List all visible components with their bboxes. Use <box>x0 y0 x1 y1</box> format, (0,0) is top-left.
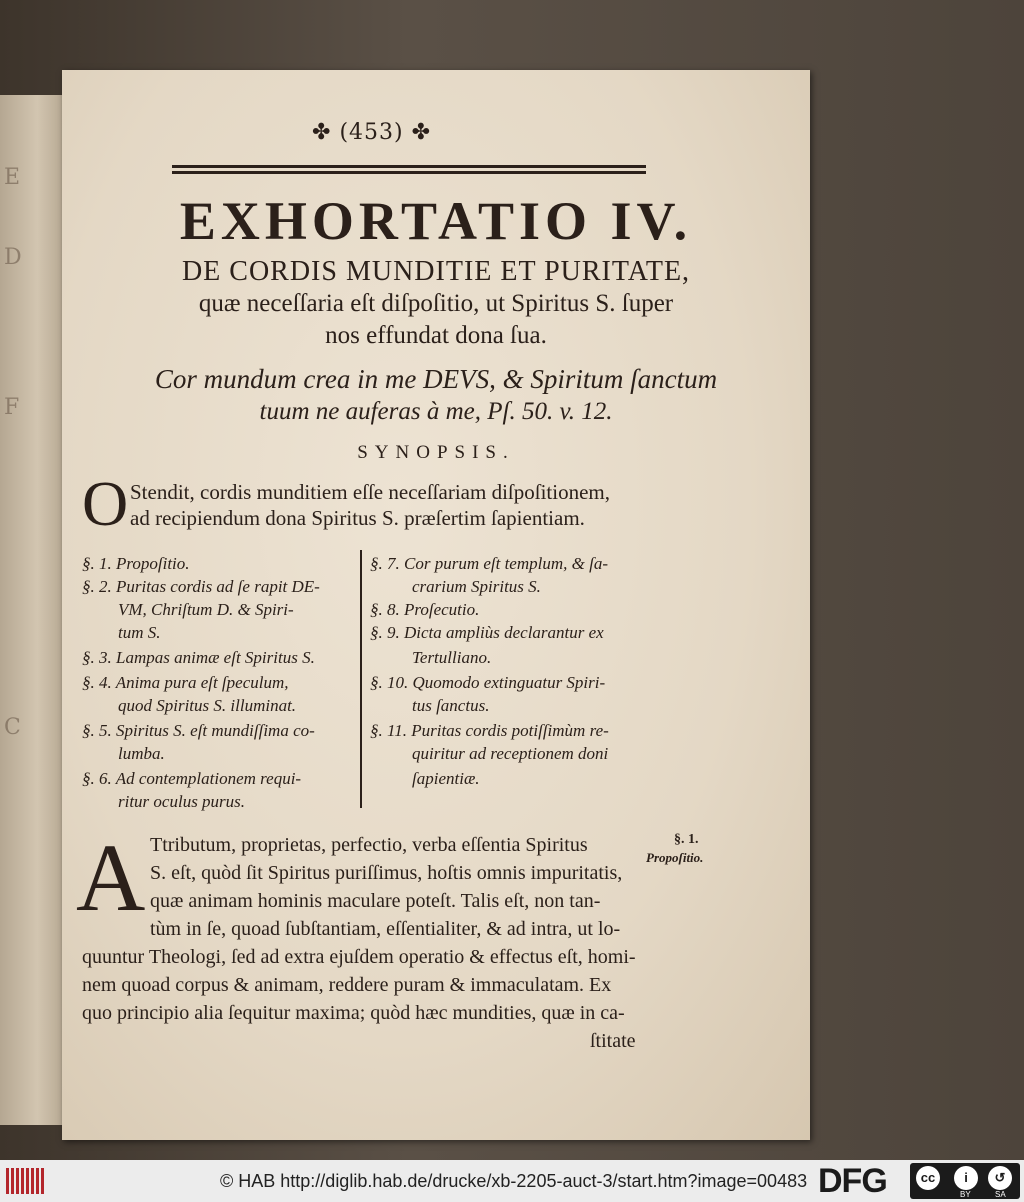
body-line: Ttributum, proprietas, perfectio, verba eſſentia Spiritus <box>150 834 588 856</box>
toc-entry: §. 2. Puritas cordis ad ſe rapit DE- <box>82 577 320 596</box>
toc-entry: tum S. <box>118 623 161 642</box>
toc-entry: §. 8. Proſecutio. <box>370 600 480 619</box>
book-page <box>62 70 810 1140</box>
header-rule-bottom <box>172 171 646 174</box>
sa-label: SA <box>995 1190 1006 1199</box>
subtitle-line: quæ neceſſaria eſt diſpoſitio, ut Spiritus S. ſuper <box>198 290 674 317</box>
toc-entry: quod Spiritus S. illuminat. <box>118 696 297 715</box>
toc-entry: §. 6. Ad contemplationem requi- <box>82 769 302 788</box>
toc-entry: §. 3. Lampas animæ eſt Spiritus S. <box>82 648 315 667</box>
toc-entry: §. 11. Puritas cordis potiſſimùm re- <box>370 721 609 740</box>
toc-entry: VM, Chriſtum D. & Spiri- <box>118 600 294 619</box>
viewer-footer <box>0 1160 1024 1202</box>
page-number: (453) <box>339 120 404 145</box>
toc-entry: §. 4. Anima pura eſt ſpeculum, <box>82 673 289 692</box>
toc-entry: §. 10. Quomodo extinguatur Spiri- <box>370 673 606 692</box>
cc-license-badge[interactable] <box>910 1163 1020 1199</box>
body-line: tùm in ſe, quoad ſubſtantiam, eſſentialiter, & ad intra, ut lo- <box>150 918 621 940</box>
margin-note-number: §. 1. <box>674 832 699 847</box>
body-line: nem quoad corpus & animam, reddere puram & immaculatam. Ex <box>82 974 612 996</box>
margin-note-label: Propoſitio. <box>646 850 704 865</box>
toc-entry: Tertulliano. <box>412 648 492 667</box>
ornament-left-icon: ✤ <box>312 120 332 145</box>
body-line: quuntur Theologi, ſed ad extra ejuſdem operatio & effectus eſt, homi- <box>82 946 636 968</box>
ornament-right-icon: ✤ <box>411 120 432 145</box>
page-number-header <box>312 120 431 145</box>
hab-barcode-icon <box>6 1168 44 1194</box>
motto-line: Cor mundum crea in me DEVS, & Spiritum ſanctum <box>154 364 718 394</box>
synopsis-line: Stendit, cordis munditiem eſſe neceſſariam diſpoſitionem, <box>130 480 610 504</box>
by-label: BY <box>960 1190 971 1199</box>
toc-entry: §. 1. Propoſitio. <box>82 554 190 573</box>
motto-line: tuum ne auferas à me, Pſ. 50. v. 12. <box>259 398 613 425</box>
body-drop-cap: A <box>76 824 146 931</box>
body-line: quo principio alia ſequitur maxima; quòd hæc mundities, quæ in ca- <box>82 1002 625 1024</box>
dfg-logo: DFG <box>818 1162 887 1200</box>
toc-entry: §. 7. Cor purum eſt templum, & ſa- <box>370 554 608 573</box>
body-line: quæ animam hominis maculare poteſt. Talis eſt, non tan- <box>150 890 601 912</box>
header-rule-top <box>172 165 646 168</box>
cc-icon: cc <box>916 1166 940 1190</box>
toc-entry: quiritur ad receptionem doni <box>412 744 609 763</box>
citation-link[interactable]: © HAB http://diglib.hab.de/drucke/xb-2205-auct-3/start.htm?image=00483 <box>220 1171 808 1191</box>
toc-column-divider <box>360 550 362 808</box>
toc-entry: tus ſanctus. <box>412 696 490 715</box>
previous-page-edge: E D F C <box>0 95 62 1125</box>
toc-entry: ſapientiæ. <box>412 769 480 788</box>
toc-entry: §. 5. Spiritus S. eſt mundiſſima co- <box>82 721 315 740</box>
subtitle-line: DE CORDIS MUNDITIE ET PURITATE, <box>181 256 691 287</box>
synopsis-drop-cap: O <box>82 468 129 539</box>
body-line: S. eſt, quòd ſit Spiritus puriſſimus, hoſtis omnis impuritatis, <box>150 862 623 884</box>
sa-icon: ↺ <box>988 1166 1012 1190</box>
body-line: ſtitate <box>590 1030 636 1052</box>
toc-entry: §. 9. Dicta ampliùs declarantur ex <box>370 623 604 642</box>
toc-entry: ritur oculus purus. <box>118 792 246 811</box>
toc-entry: lumba. <box>118 744 165 763</box>
toc-entry: crarium Spiritus S. <box>412 577 541 596</box>
synopsis-heading: SYNOPSIS. <box>357 442 515 463</box>
by-icon: i <box>954 1166 978 1190</box>
chapter-title: EXHORTATIO IV. <box>179 191 693 251</box>
synopsis-line: ad recipiendum dona Spiritus S. præſertim ſapientiam. <box>130 506 585 530</box>
subtitle-line: nos effundat dona ſua. <box>325 322 547 349</box>
